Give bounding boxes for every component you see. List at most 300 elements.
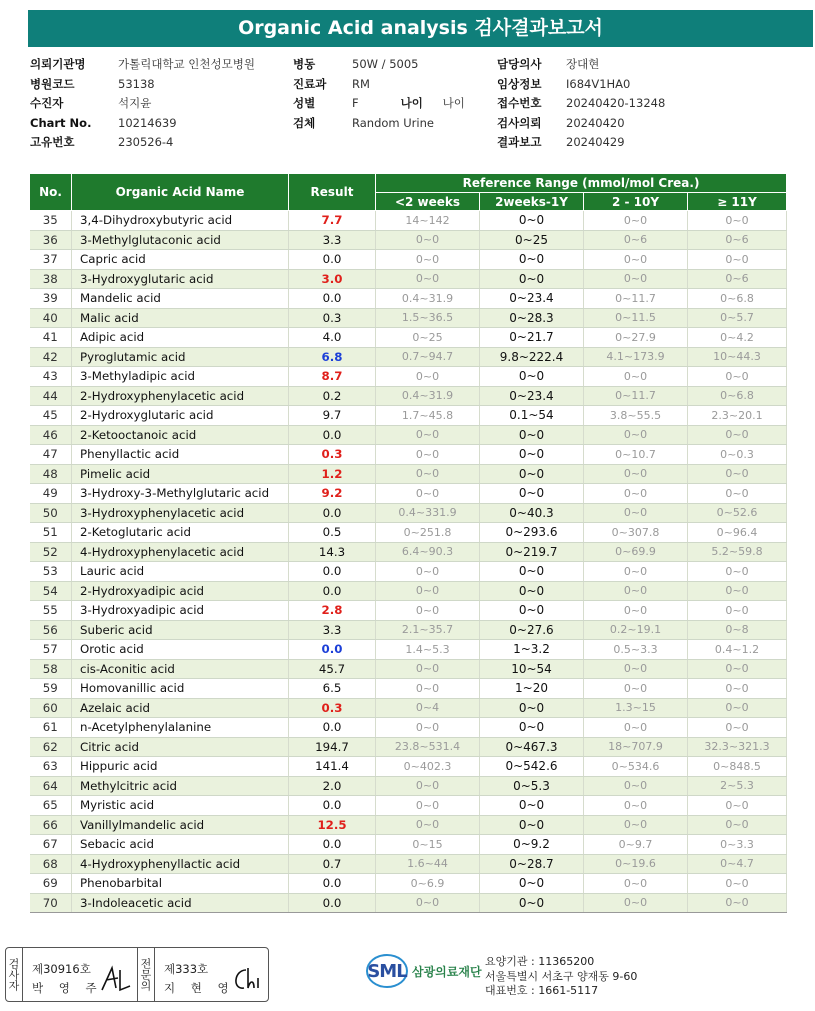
cell-no: 66: [30, 815, 72, 835]
cell-no: 48: [30, 464, 72, 484]
cell-acid-name: 2-Hydroxyadipic acid: [72, 581, 289, 601]
cell-range-2w-1y: 0~0: [480, 562, 584, 582]
cell-range-2w-1y: 0~293.6: [480, 523, 584, 543]
cell-no: 62: [30, 737, 72, 757]
info-label: 진료과: [293, 76, 327, 91]
age-value: 나이: [442, 96, 465, 110]
cell-range-2-10y: 0~0: [584, 562, 688, 582]
cell-result: 0.0: [289, 718, 376, 738]
cell-range-2w-1y: 0~0: [480, 893, 584, 913]
info-row: [30, 133, 255, 153]
table-row: [30, 406, 787, 426]
cell-range-under-2w: 0.4~331.9: [376, 503, 480, 523]
info-value: 20240420-13248: [566, 96, 666, 110]
info-row: [497, 55, 665, 75]
cell-acid-name: 4-Hydroxyphenyllactic acid: [72, 854, 289, 874]
cell-range-2w-1y: 0~467.3: [480, 737, 584, 757]
cell-range-under-2w: 2.1~35.7: [376, 620, 480, 640]
info-label: 임상정보: [497, 76, 542, 91]
cell-range-2w-1y: 0~0: [480, 815, 584, 835]
cell-result: 0.3: [289, 308, 376, 328]
cell-range-2-10y: 0~0: [584, 211, 688, 231]
cell-range-2-10y: 0~0: [584, 796, 688, 816]
info-label: 검체: [293, 115, 316, 130]
cell-range-2w-1y: 0~0: [480, 796, 584, 816]
cell-range-2-10y: 18~707.9: [584, 737, 688, 757]
cell-range-11y: 0~6.8: [688, 386, 787, 406]
cell-range-11y: 0.4~1.2: [688, 640, 787, 660]
cell-range-11y: 5.2~59.8: [688, 542, 787, 562]
cell-result: 7.7: [289, 211, 376, 231]
cell-range-11y: 0~6: [688, 269, 787, 289]
table-row: [30, 211, 787, 231]
cell-acid-name: 3-Hydroxy-3-Methylglutaric acid: [72, 484, 289, 504]
table-row: [30, 698, 787, 718]
cell-range-2w-1y: 0~27.6: [480, 620, 584, 640]
cell-range-11y: 0~4.2: [688, 328, 787, 348]
cell-range-2w-1y: 0~0: [480, 211, 584, 231]
cell-range-11y: 0~0: [688, 581, 787, 601]
cell-range-11y: 0~0: [688, 698, 787, 718]
info-value: 석지윤: [118, 96, 152, 110]
cell-range-2-10y: 0~19.6: [584, 854, 688, 874]
cell-range-2w-1y: 1~20: [480, 679, 584, 699]
cell-range-2-10y: 0~11.7: [584, 289, 688, 309]
header-name: Organic Acid Name: [72, 174, 289, 211]
sml-logo: [366, 954, 482, 988]
table-row: [30, 289, 787, 309]
cell-result: 0.0: [289, 289, 376, 309]
cell-result: 2.8: [289, 601, 376, 621]
cell-range-2-10y: 0~0: [584, 659, 688, 679]
cell-acid-name: 3,4-Dihydroxybutyric acid: [72, 211, 289, 231]
cell-acid-name: Pyroglutamic acid: [72, 347, 289, 367]
cell-range-2-10y: 0~0: [584, 874, 688, 894]
info-label: 고유번호: [30, 135, 75, 149]
cell-range-2w-1y: 0~0: [480, 445, 584, 465]
cell-range-2w-1y: 0~0: [480, 698, 584, 718]
cell-result: 0.0: [289, 503, 376, 523]
specialist-label: 전문의: [137, 948, 155, 1001]
cell-range-2w-1y: 0~0: [480, 718, 584, 738]
table-row: [30, 893, 787, 913]
cell-range-under-2w: 0~0: [376, 601, 480, 621]
info-row: [293, 75, 465, 95]
cell-range-11y: 0~0: [688, 679, 787, 699]
cell-no: 40: [30, 308, 72, 328]
cell-range-under-2w: 0~402.3: [376, 757, 480, 777]
table-row: [30, 776, 787, 796]
cell-range-2-10y: 0~0: [584, 269, 688, 289]
cell-range-under-2w: 0.7~94.7: [376, 347, 480, 367]
cell-no: 35: [30, 211, 72, 231]
cell-acid-name: Myristic acid: [72, 796, 289, 816]
info-row: [497, 75, 665, 95]
cell-no: 51: [30, 523, 72, 543]
cell-no: 54: [30, 581, 72, 601]
cell-range-11y: 0~0: [688, 211, 787, 231]
info-column-1: [30, 55, 255, 153]
cell-range-11y: 0~0: [688, 874, 787, 894]
cell-no: 37: [30, 250, 72, 270]
cell-range-2-10y: 0.5~3.3: [584, 640, 688, 660]
specialist-signature: [228, 964, 264, 994]
cell-result: 3.3: [289, 620, 376, 640]
cell-range-under-2w: 0~6.9: [376, 874, 480, 894]
cell-acid-name: Sebacic acid: [72, 835, 289, 855]
info-row: [497, 94, 665, 114]
table-row: [30, 640, 787, 660]
cell-acid-name: 2-Ketoglutaric acid: [72, 523, 289, 543]
cell-no: 60: [30, 698, 72, 718]
cell-no: 52: [30, 542, 72, 562]
cell-range-2-10y: 0~9.7: [584, 835, 688, 855]
cell-acid-name: 3-Methylglutaconic acid: [72, 230, 289, 250]
specialist-license: 제333호: [164, 962, 209, 976]
cell-acid-name: Methylcitric acid: [72, 776, 289, 796]
tester-name: 박 영 주: [32, 981, 103, 995]
tester-label: 검사자: [6, 948, 23, 1001]
info-label: Chart No.: [30, 115, 92, 130]
cell-range-under-2w: 0~0: [376, 815, 480, 835]
info-value: 20240420: [566, 115, 625, 130]
cell-range-11y: 0~52.6: [688, 503, 787, 523]
info-value: I684V1HA0: [566, 76, 631, 91]
cell-acid-name: Adipic acid: [72, 328, 289, 348]
cell-range-under-2w: 1.4~5.3: [376, 640, 480, 660]
cell-no: 67: [30, 835, 72, 855]
table-row: [30, 503, 787, 523]
cell-result: 1.2: [289, 464, 376, 484]
cell-range-under-2w: 0~0: [376, 425, 480, 445]
cell-range-under-2w: 0~0: [376, 562, 480, 582]
cell-result: 0.0: [289, 581, 376, 601]
cell-range-under-2w: 0~0: [376, 659, 480, 679]
cell-range-11y: 0~0: [688, 425, 787, 445]
cell-acid-name: Homovanillic acid: [72, 679, 289, 699]
cell-no: 65: [30, 796, 72, 816]
cell-no: 41: [30, 328, 72, 348]
cell-range-11y: 0~0: [688, 659, 787, 679]
organization-info: [485, 955, 637, 999]
cell-range-under-2w: 1.5~36.5: [376, 308, 480, 328]
report-title: Organic Acid analysis 검사결과보고서: [28, 10, 813, 47]
age-label: 나이: [400, 96, 423, 110]
cell-range-2w-1y: 10~54: [480, 659, 584, 679]
cell-result: 45.7: [289, 659, 376, 679]
cell-no: 64: [30, 776, 72, 796]
header-range-2-10y: 2 - 10Y: [584, 193, 688, 211]
cell-range-11y: 0~4.7: [688, 854, 787, 874]
cell-range-2w-1y: 0~542.6: [480, 757, 584, 777]
cell-range-under-2w: 0.4~31.9: [376, 289, 480, 309]
info-value: RM: [352, 76, 370, 91]
cell-result: 0.0: [289, 640, 376, 660]
cell-result: 0.5: [289, 523, 376, 543]
table-row: [30, 562, 787, 582]
cell-range-under-2w: 6.4~90.3: [376, 542, 480, 562]
cell-range-2w-1y: 0~219.7: [480, 542, 584, 562]
cell-result: 0.2: [289, 386, 376, 406]
cell-no: 59: [30, 679, 72, 699]
cell-range-2w-1y: 0~28.3: [480, 308, 584, 328]
cell-no: 42: [30, 347, 72, 367]
cell-range-2-10y: 0.2~19.1: [584, 620, 688, 640]
table-row: [30, 601, 787, 621]
cell-range-under-2w: 0~0: [376, 367, 480, 387]
cell-range-11y: 0~0: [688, 796, 787, 816]
table-row: [30, 445, 787, 465]
cell-acid-name: Phenobarbital: [72, 874, 289, 894]
cell-range-under-2w: 14~142: [376, 211, 480, 231]
cell-range-11y: 0~3.3: [688, 835, 787, 855]
table-row: [30, 328, 787, 348]
cell-acid-name: 3-Methyladipic acid: [72, 367, 289, 387]
cell-acid-name: 2-Ketooctanoic acid: [72, 425, 289, 445]
cell-range-2-10y: 4.1~173.9: [584, 347, 688, 367]
header-reference: Reference Range (mmol/mol Crea.): [376, 174, 787, 193]
cell-result: 3.0: [289, 269, 376, 289]
sml-logo-name: 삼광의료재단: [412, 964, 482, 979]
info-value: 230526-4: [118, 135, 174, 149]
cell-range-2w-1y: 0~0: [480, 484, 584, 504]
cell-range-2-10y: 0~0: [584, 484, 688, 504]
cell-range-11y: 0~0: [688, 601, 787, 621]
info-value: F: [352, 96, 359, 110]
table-row: [30, 854, 787, 874]
signature-box: [5, 947, 269, 1002]
cell-result: 14.3: [289, 542, 376, 562]
cell-range-2-10y: 3.8~55.5: [584, 406, 688, 426]
org-line: 대표번호 : 1661-5117: [485, 984, 599, 997]
cell-range-2w-1y: 0~9.2: [480, 835, 584, 855]
cell-no: 58: [30, 659, 72, 679]
cell-range-2w-1y: 0~0: [480, 601, 584, 621]
cell-range-2-10y: 0~6: [584, 230, 688, 250]
info-label: 결과보고: [497, 135, 542, 149]
cell-range-under-2w: 0~0: [376, 776, 480, 796]
org-line: 요양기관 : 11365200: [485, 955, 595, 968]
cell-result: 6.5: [289, 679, 376, 699]
cell-result: 9.7: [289, 406, 376, 426]
cell-no: 43: [30, 367, 72, 387]
cell-range-under-2w: 0~0: [376, 718, 480, 738]
table-row: [30, 425, 787, 445]
cell-acid-name: Malic acid: [72, 308, 289, 328]
cell-range-2w-1y: 0~0: [480, 425, 584, 445]
info-label: 의뢰기관명: [30, 57, 86, 71]
cell-no: 46: [30, 425, 72, 445]
cell-no: 57: [30, 640, 72, 660]
header-range-11y: ≥ 11Y: [688, 193, 787, 211]
cell-range-under-2w: 1.6~44: [376, 854, 480, 874]
table-row: [30, 718, 787, 738]
cell-range-2-10y: 0~534.6: [584, 757, 688, 777]
info-value: 가톨릭대학교 인천성모병원: [118, 57, 255, 71]
cell-result: 4.0: [289, 328, 376, 348]
cell-result: 9.2: [289, 484, 376, 504]
cell-range-2-10y: 0~0: [584, 601, 688, 621]
cell-range-11y: 0~0: [688, 893, 787, 913]
cell-range-11y: 2~5.3: [688, 776, 787, 796]
cell-acid-name: Suberic acid: [72, 620, 289, 640]
cell-result: 0.3: [289, 445, 376, 465]
info-column-3: [497, 55, 665, 153]
cell-range-2w-1y: 0~5.3: [480, 776, 584, 796]
table-row: [30, 464, 787, 484]
cell-range-2-10y: 0~69.9: [584, 542, 688, 562]
cell-no: 50: [30, 503, 72, 523]
cell-result: 0.0: [289, 835, 376, 855]
table-row: [30, 659, 787, 679]
cell-range-under-2w: 23.8~531.4: [376, 737, 480, 757]
cell-no: 70: [30, 893, 72, 913]
cell-range-under-2w: 0~15: [376, 835, 480, 855]
cell-result: 0.0: [289, 893, 376, 913]
table-row: [30, 308, 787, 328]
tester-signature: [98, 964, 134, 994]
cell-acid-name: Pimelic acid: [72, 464, 289, 484]
cell-range-under-2w: 0~0: [376, 445, 480, 465]
results-table: [29, 173, 787, 913]
table-row: [30, 367, 787, 387]
cell-range-under-2w: 0~0: [376, 250, 480, 270]
header-range-2w-1y: 2weeks-1Y: [480, 193, 584, 211]
cell-range-under-2w: 0~0: [376, 679, 480, 699]
cell-range-2w-1y: 0~0: [480, 874, 584, 894]
cell-range-2w-1y: 0~28.7: [480, 854, 584, 874]
cell-no: 38: [30, 269, 72, 289]
cell-no: 49: [30, 484, 72, 504]
sml-logo-mark: SML: [366, 954, 408, 988]
cell-result: 194.7: [289, 737, 376, 757]
cell-range-11y: 0~0: [688, 718, 787, 738]
info-label: 병원코드: [30, 76, 75, 91]
header-result: Result: [289, 174, 376, 211]
cell-result: 0.0: [289, 874, 376, 894]
cell-range-2-10y: 0~11.5: [584, 308, 688, 328]
cell-result: 0.0: [289, 425, 376, 445]
cell-range-11y: 0~0: [688, 250, 787, 270]
cell-range-11y: 0~0: [688, 464, 787, 484]
cell-range-2-10y: 0~0: [584, 581, 688, 601]
cell-range-under-2w: 0~0: [376, 893, 480, 913]
cell-acid-name: 3-Indoleacetic acid: [72, 893, 289, 913]
cell-acid-name: 2-Hydroxyglutaric acid: [72, 406, 289, 426]
cell-range-11y: 10~44.3: [688, 347, 787, 367]
table-row: [30, 737, 787, 757]
table-row: [30, 386, 787, 406]
cell-no: 69: [30, 874, 72, 894]
info-label: 접수번호: [497, 96, 542, 110]
cell-range-11y: 0~848.5: [688, 757, 787, 777]
cell-range-2w-1y: 0~0: [480, 367, 584, 387]
info-label: 병동: [293, 57, 316, 71]
table-row: [30, 835, 787, 855]
cell-range-2-10y: 0~0: [584, 250, 688, 270]
cell-range-11y: 32.3~321.3: [688, 737, 787, 757]
table-row: [30, 757, 787, 777]
info-label: 성별: [293, 96, 316, 110]
cell-range-2-10y: 0~0: [584, 679, 688, 699]
cell-no: 56: [30, 620, 72, 640]
cell-result: 3.3: [289, 230, 376, 250]
cell-result: 6.8: [289, 347, 376, 367]
cell-range-2-10y: 0~27.9: [584, 328, 688, 348]
cell-range-2w-1y: 0~21.7: [480, 328, 584, 348]
info-row: [293, 94, 465, 114]
cell-range-11y: 0~0: [688, 484, 787, 504]
cell-acid-name: 3-Hydroxyglutaric acid: [72, 269, 289, 289]
cell-result: 0.0: [289, 562, 376, 582]
cell-result: 0.0: [289, 796, 376, 816]
table-row: [30, 347, 787, 367]
info-label: 수진자: [30, 96, 64, 110]
cell-no: 44: [30, 386, 72, 406]
table-row: [30, 874, 787, 894]
info-value: 53138: [118, 76, 155, 91]
cell-acid-name: 3-Hydroxyadipic acid: [72, 601, 289, 621]
info-value: 20240429: [566, 135, 625, 149]
table-row: [30, 581, 787, 601]
table-row: [30, 484, 787, 504]
cell-range-under-2w: 0~0: [376, 581, 480, 601]
tester-license: 제30916호: [32, 962, 91, 976]
table-row: [30, 542, 787, 562]
cell-range-11y: 0~96.4: [688, 523, 787, 543]
info-row: [293, 55, 465, 75]
cell-range-under-2w: 0.4~31.9: [376, 386, 480, 406]
cell-range-11y: 0~8: [688, 620, 787, 640]
info-row: [293, 114, 465, 134]
cell-range-2-10y: 0~0: [584, 367, 688, 387]
info-row: [30, 55, 255, 75]
cell-acid-name: Phenyllactic acid: [72, 445, 289, 465]
cell-no: 68: [30, 854, 72, 874]
cell-acid-name: Orotic acid: [72, 640, 289, 660]
cell-range-11y: 0~0: [688, 815, 787, 835]
cell-range-under-2w: 0~0: [376, 230, 480, 250]
table-row: [30, 620, 787, 640]
table-row: [30, 250, 787, 270]
cell-range-2w-1y: 0~0: [480, 464, 584, 484]
cell-range-under-2w: 0~0: [376, 269, 480, 289]
cell-acid-name: 2-Hydroxyphenylacetic acid: [72, 386, 289, 406]
info-row: [30, 94, 255, 114]
cell-result: 0.3: [289, 698, 376, 718]
cell-range-2w-1y: 1~3.2: [480, 640, 584, 660]
cell-range-2-10y: 0~0: [584, 776, 688, 796]
table-row: [30, 230, 787, 250]
cell-range-2w-1y: 0~23.4: [480, 386, 584, 406]
info-label: 담당의사: [497, 57, 542, 71]
cell-acid-name: Vanillylmandelic acid: [72, 815, 289, 835]
cell-range-under-2w: 0~0: [376, 484, 480, 504]
info-value: Random Urine: [352, 115, 434, 130]
cell-range-2-10y: 0~0: [584, 464, 688, 484]
cell-acid-name: Capric acid: [72, 250, 289, 270]
cell-result: 0.0: [289, 250, 376, 270]
cell-range-2w-1y: 0~25: [480, 230, 584, 250]
cell-range-under-2w: 0~251.8: [376, 523, 480, 543]
cell-range-2-10y: 0~10.7: [584, 445, 688, 465]
cell-no: 63: [30, 757, 72, 777]
info-row: [30, 114, 255, 134]
cell-range-2-10y: 0~0: [584, 893, 688, 913]
cell-range-under-2w: 1.7~45.8: [376, 406, 480, 426]
cell-range-11y: 0~5.7: [688, 308, 787, 328]
cell-range-11y: 0~0.3: [688, 445, 787, 465]
